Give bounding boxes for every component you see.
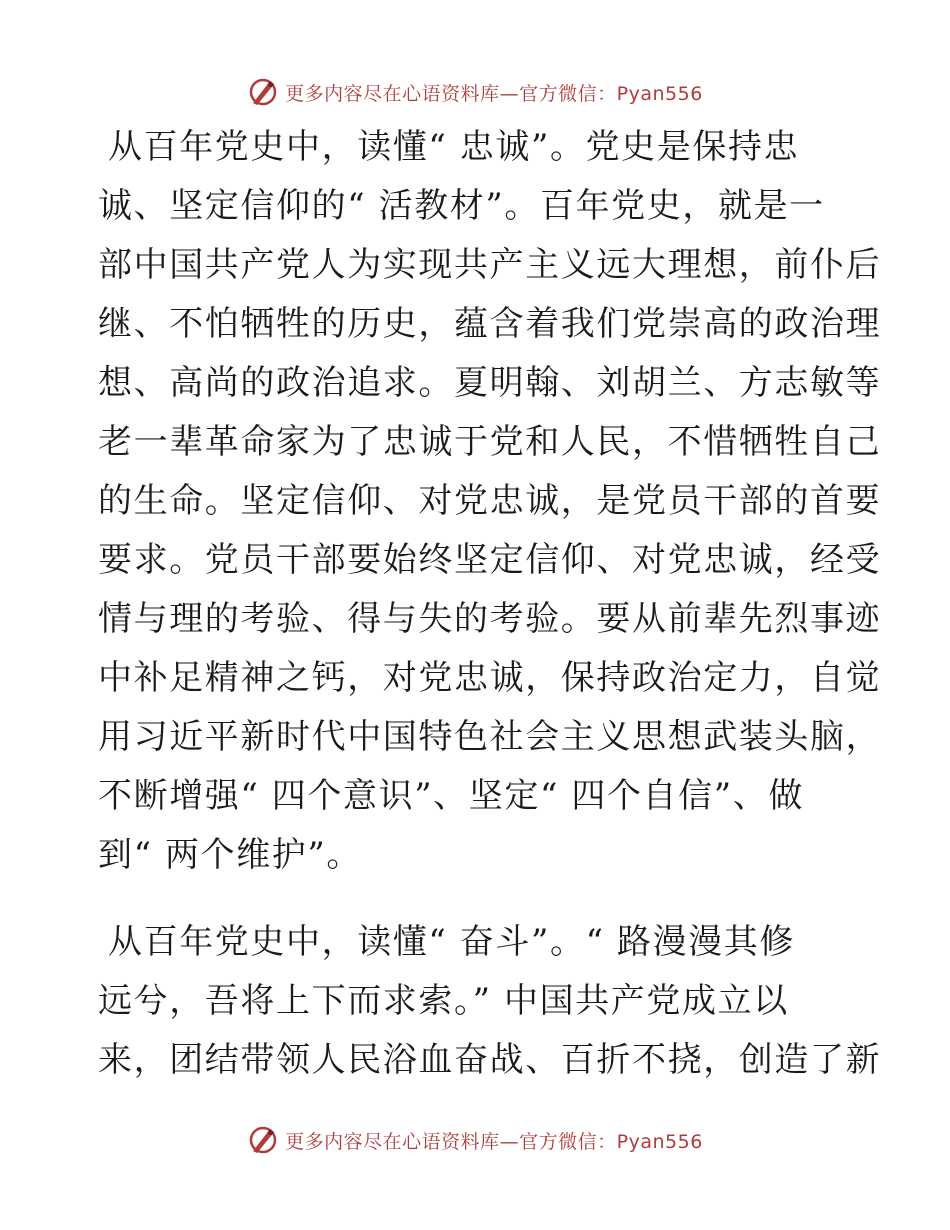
text-line: 不断增强“ 四个意识”、坚定“ 四个自信”、做: [98, 776, 804, 816]
watermark-text: 更多内容尽在心语资料库—官方微信：Pyan556: [285, 1130, 703, 1153]
text-line: 来，团结带领人民浴血奋战、百折不挠，创造了新: [98, 1040, 882, 1080]
text-line: 远兮，吾将上下而求索。” 中国共产党成立以: [98, 981, 789, 1021]
text-line: 从百年党史中，读懂“ 奋斗”。“ 路漫漫其修: [108, 922, 795, 962]
text-line: 到“ 两个维护”。: [98, 835, 362, 875]
pen-logo-icon: [247, 76, 279, 108]
text-line: 要求。党员干部要始终坚定信仰、对党忠诚，经受: [98, 540, 882, 580]
text-line: 老一辈革命家为了忠诚于党和人民，不惜牺牲自己: [98, 422, 882, 462]
text-line: 部中国共产党人为实现共产主义远大理想，前仆后: [98, 245, 882, 285]
text-line: 继、不怕牺牲的历史，蕴含着我们党崇高的政治理: [98, 304, 882, 344]
header-watermark: [0, 72, 950, 112]
text-line: 从百年党史中，读懂“ 忠诚”。党史是保持忠: [108, 127, 800, 167]
paragraph-struggle: [98, 913, 882, 1090]
text-line: 的生命。坚定信仰、对党忠诚，是党员干部的首要: [98, 481, 882, 521]
text-line: 中补足精神之钙，对党忠诚，保持政治定力，自觉: [98, 658, 882, 698]
watermark-text: 更多内容尽在心语资料库—官方微信：Pyan556: [285, 82, 703, 105]
text-line: 用习近平新时代中国特色社会主义思想武装头脑，: [98, 717, 882, 757]
text-line: 情与理的考验、得与失的考验。要从前辈先烈事迹: [98, 599, 882, 639]
text-line: 诚、坚定信仰的“ 活教材”。百年党史，就是一: [98, 186, 825, 226]
pen-logo-icon: [247, 1124, 279, 1156]
text-line: 想、高尚的政治追求。夏明翰、刘胡兰、方志敏等: [98, 363, 882, 403]
document-body: [98, 118, 882, 1090]
footer-watermark: [0, 1120, 950, 1160]
paragraph-loyalty: [98, 118, 882, 885]
